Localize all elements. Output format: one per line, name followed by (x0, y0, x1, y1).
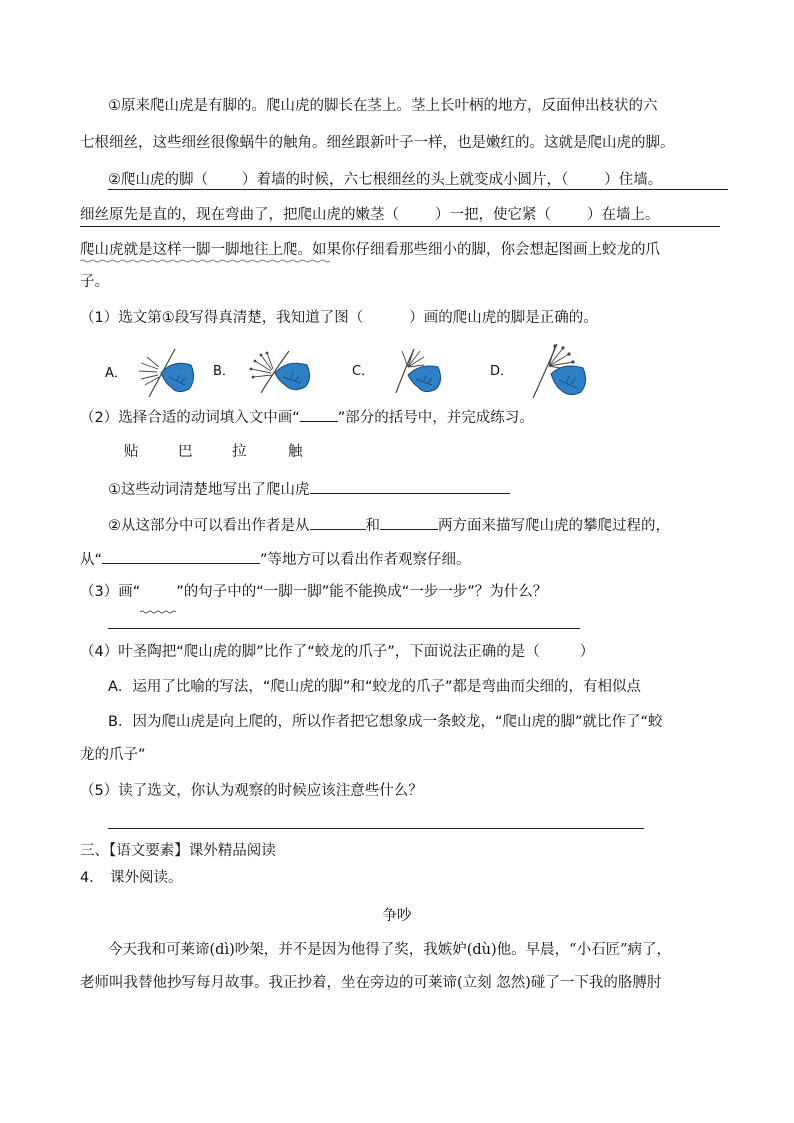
passage-text: ①原来爬山虎是有脚的。爬山虎的脚长在茎上。茎上长叶柄的地方，反面伸出枝状的六 (108, 98, 658, 114)
option-d[interactable] (490, 340, 597, 398)
plant-illustration-b (239, 345, 317, 393)
verb-list (124, 442, 318, 462)
option-label: D． (490, 363, 514, 379)
article-title (0, 904, 794, 925)
passage-line (80, 272, 109, 292)
answer-line[interactable] (310, 478, 510, 494)
answer-line[interactable] (108, 628, 580, 629)
option-b[interactable] (213, 345, 317, 393)
passage-line (108, 96, 658, 116)
option-text: 龙的爪子” (80, 747, 146, 763)
question-text: ②从这部分中可以看出作者是从 (108, 518, 310, 534)
section-heading (80, 841, 276, 861)
passage-text: ）在墙上。 (587, 207, 660, 223)
answer-line[interactable] (310, 514, 366, 530)
underline-sample (300, 406, 338, 422)
passage-text: 子。 (80, 274, 109, 290)
question-4-header (80, 868, 183, 888)
plant-illustration-a (131, 345, 201, 397)
question-5 (80, 781, 423, 801)
passage-line (80, 240, 660, 260)
question-3 (80, 582, 547, 602)
question-4-option-a[interactable] (108, 677, 641, 697)
option-label: B． (213, 363, 235, 379)
article-text: 老师叫我替他抄写每月故事。我正抄着，坐在旁边的可莱谛(立刻 忽然)碰了一下我的胳膊肘 (80, 975, 662, 991)
question-4 (80, 642, 594, 662)
article-text: 今天我和可莱谛(dì)吵架，并不是因为他得了奖，我嫉妒(dù)他。早晨，“小石匠”病了， (108, 942, 671, 958)
question-text: （4）叶圣陶把“爬山虎的脚”比作了“蛟龙的爪子”，下面说法正确的是（ (80, 644, 540, 660)
article-line (80, 973, 661, 993)
question-4-option-b-cont (80, 745, 146, 765)
question-2-2 (108, 514, 670, 536)
option-text: A．运用了比喻的写法，“爬山虎的脚”和“蛟龙的爪子”都是弯曲而尖细的，有相似点 (108, 679, 641, 695)
option-label: A． (105, 365, 127, 381)
passage-text: 如果你仔细看那些细小的脚，你会想起图画上蛟龙的爪 (312, 242, 660, 258)
option-a[interactable] (105, 345, 201, 397)
question-text: ） (579, 644, 595, 660)
underline (108, 189, 728, 190)
passage-text: ）着墙的时候，六七根细丝的头上就变成小圆片，（ (242, 172, 569, 188)
question-4-option-b[interactable] (108, 712, 662, 732)
wavy-text: 爬山虎就是这样一脚一脚地往上爬。 (80, 242, 312, 258)
verb-option: 拉 (232, 444, 247, 460)
passage-line (80, 133, 675, 153)
question-text: ①这些动词清楚地写出了爬山虎 (108, 482, 310, 498)
question-text: 课外阅读。 (110, 870, 183, 886)
option-c[interactable] (352, 345, 448, 393)
question-text: （5）读了选文，你认为观察的时候应该注意些什么？ (80, 783, 423, 799)
verb-option: 巴 (178, 444, 193, 460)
question-text: （3）画“ (80, 584, 141, 600)
question-number: 4． (80, 870, 104, 886)
underline (80, 226, 720, 227)
question-text: ”的句子中的“一脚一脚”能不能换成“一步一步”？为什么？ (176, 584, 548, 600)
plant-illustration-c (378, 345, 448, 393)
option-text: B．因为爬山虎是向上爬的，所以作者把它想象成一条蛟龙，“爬山虎的脚”就比作了“蛟 (108, 714, 663, 730)
question-text: ）画的爬山虎的脚是正确的。 (409, 310, 598, 326)
title-text: 争吵 (382, 908, 412, 924)
question-2-3 (80, 548, 471, 570)
verb-option: 触 (288, 444, 303, 460)
option-label: C． (352, 363, 375, 379)
question-2-1 (108, 478, 510, 500)
verb-option: 贴 (124, 444, 139, 460)
question-text: ”等地方可以看出作者观察仔细。 (260, 552, 471, 568)
passage-line (108, 170, 662, 190)
heading-text: 三、【语文要素】课外精品阅读 (80, 843, 276, 859)
question-text: ”部分的括号中，并完成练习。 (337, 410, 534, 426)
plant-illustration-d (517, 340, 597, 398)
answer-line[interactable] (108, 828, 644, 829)
question-1 (80, 308, 598, 328)
question-text: 和 (365, 518, 380, 534)
passage-text: 七根细丝，这些细丝很像蜗牛的触角。细丝跟新叶子一样，也是嫩红的。这就是爬山虎的脚。 (80, 135, 675, 151)
passage-text: 细丝原先是直的，现在弯曲了，把爬山虎的嫩茎（ (80, 207, 399, 223)
question-text: 两方面来描写爬山虎的攀爬过程的， (438, 518, 670, 534)
article-line (108, 940, 671, 960)
question-2 (80, 406, 534, 428)
passage-text: ②爬山虎的脚（ (108, 172, 208, 188)
answer-line[interactable] (102, 548, 260, 564)
passage-line (80, 205, 660, 225)
passage-text: ）一把，使它紧（ (435, 207, 551, 223)
question-text: （2）选择合适的动词填入文中画“ (80, 410, 300, 426)
answer-line[interactable] (380, 514, 438, 530)
passage-text: ）住墙。 (604, 172, 663, 188)
question-text: 从“ (80, 552, 103, 568)
wavy-underline (80, 259, 330, 263)
question-text: （1）选文第①段写得真清楚，我知道了图（ (80, 310, 364, 326)
